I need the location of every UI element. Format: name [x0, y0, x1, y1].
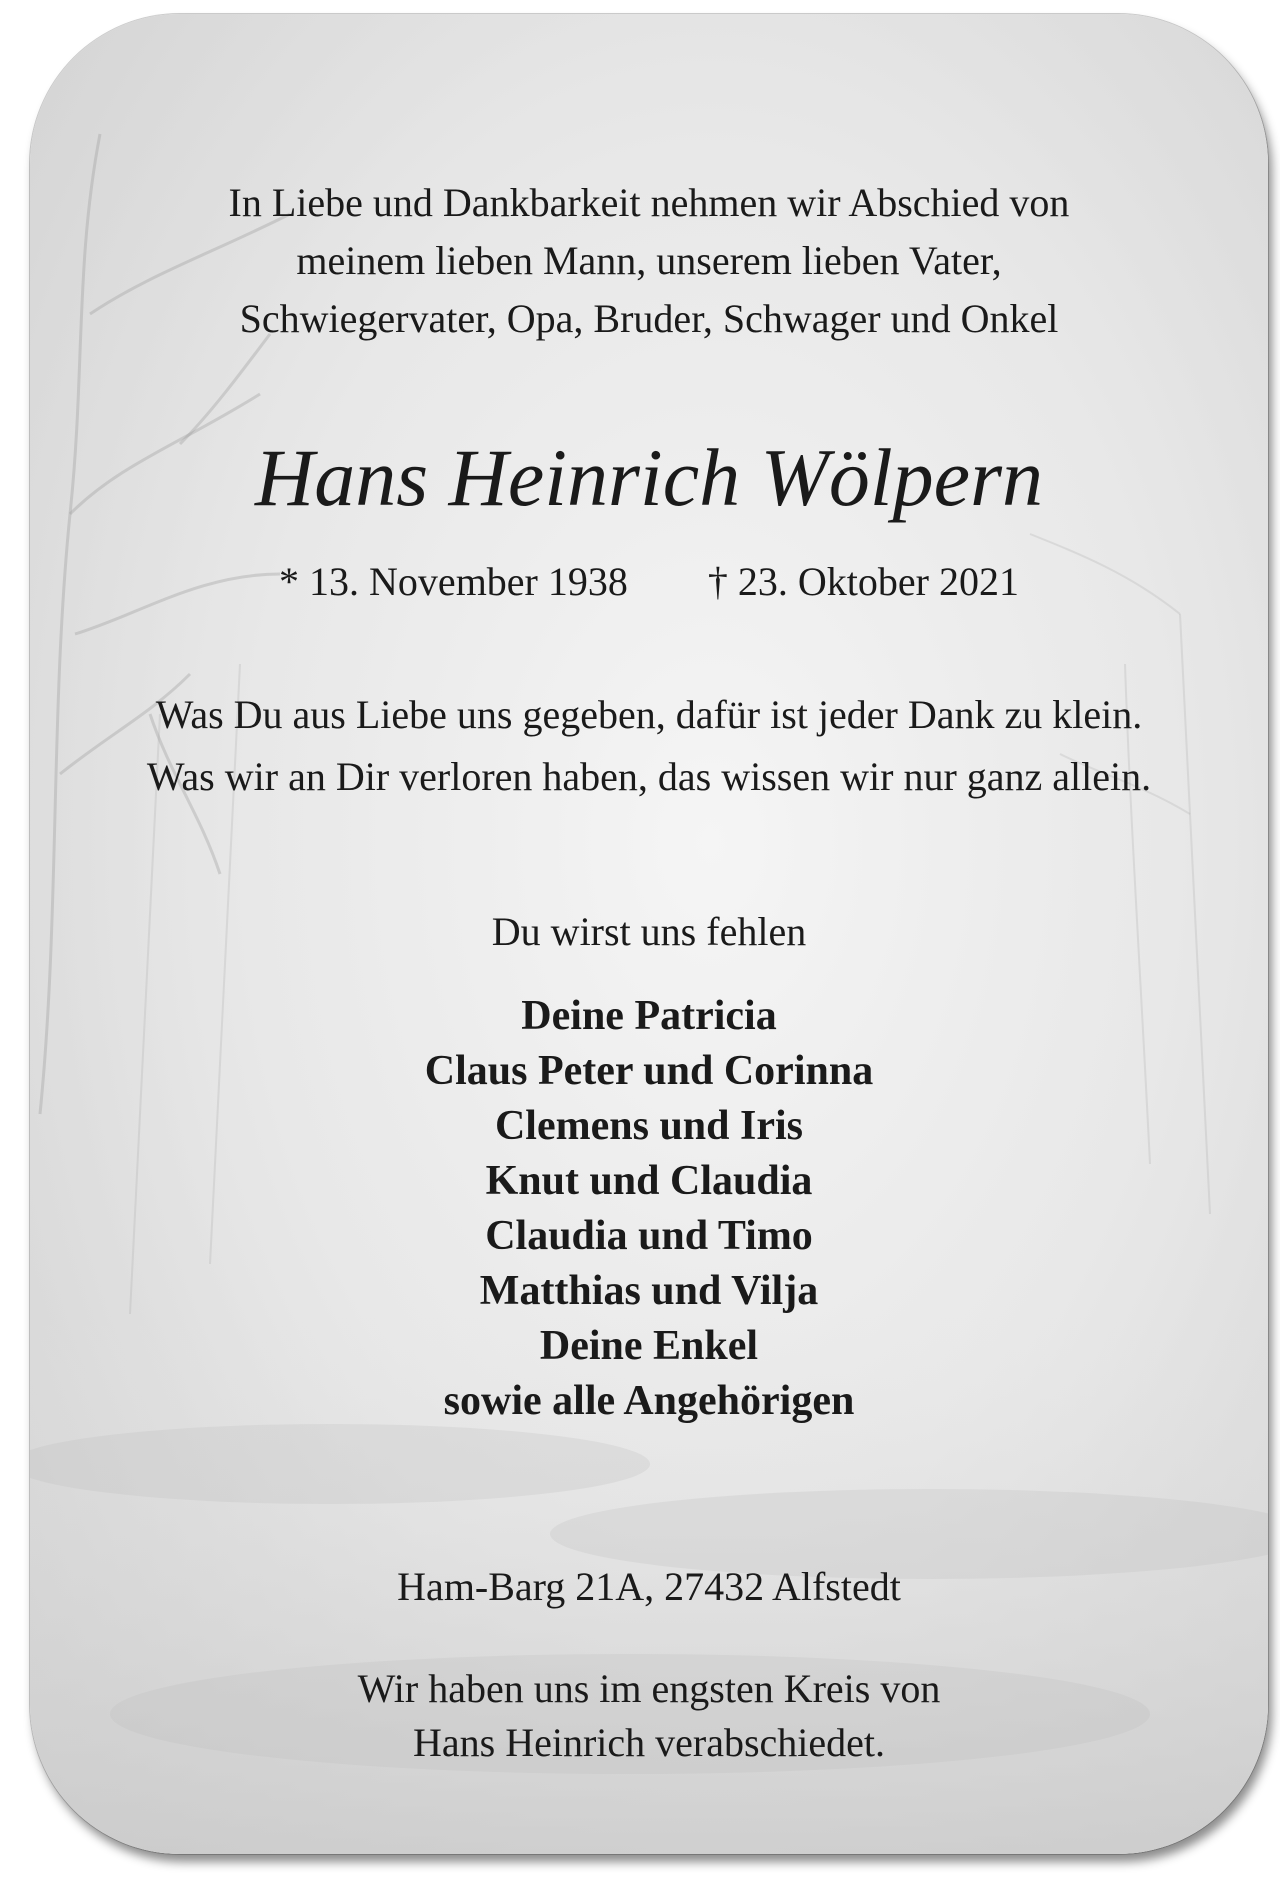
intro-line: meinem lieben Mann, unserem lieben Vater,	[296, 238, 1002, 283]
intro-text	[30, 174, 1268, 348]
mourner-name: Claus Peter und Corinna	[424, 1048, 874, 1094]
memorial-quote	[30, 684, 1268, 808]
mourner-name: Clemens und Iris	[494, 1103, 804, 1149]
closing-line: Hans Heinrich verabschiedet.	[412, 1720, 886, 1765]
mourner-name: Knut und Claudia	[485, 1158, 813, 1204]
mourners-list	[30, 989, 1268, 1429]
quote-line: Was wir an Dir verloren haben, das wissen wir nur ganz allein.	[146, 754, 1152, 799]
obituary-text	[30, 14, 1268, 1854]
mourner-name: sowie alle Angehörigen	[443, 1378, 855, 1424]
closing-text	[30, 1662, 1268, 1770]
intro-line: In Liebe und Dankbarkeit nehmen wir Abschied von	[228, 180, 1070, 225]
mourner-name: Claudia und Timo	[485, 1213, 813, 1259]
death-date: † 23. Oktober 2021	[707, 559, 1019, 604]
address: Ham-Barg 21A, 27432 Alfstedt	[397, 1564, 901, 1609]
birth-date: * 13. November 1938	[279, 559, 628, 604]
mourner-name: Matthias und Vilja	[479, 1268, 819, 1314]
miss-line: Du wirst uns fehlen	[491, 909, 807, 954]
mourner-name: Deine Patricia	[521, 993, 777, 1039]
closing-line: Wir haben uns im engsten Kreis von	[357, 1666, 941, 1711]
quote-line: Was Du aus Liebe uns gegeben, dafür ist jeder Dank zu klein.	[155, 692, 1143, 737]
deceased-name: Hans Heinrich Wölpern	[254, 432, 1043, 523]
mourner-name: Deine Enkel	[539, 1323, 759, 1369]
life-dates	[30, 554, 1268, 610]
obituary-card	[30, 14, 1268, 1854]
intro-line: Schwiegervater, Opa, Bruder, Schwager und Onkel	[239, 296, 1059, 341]
